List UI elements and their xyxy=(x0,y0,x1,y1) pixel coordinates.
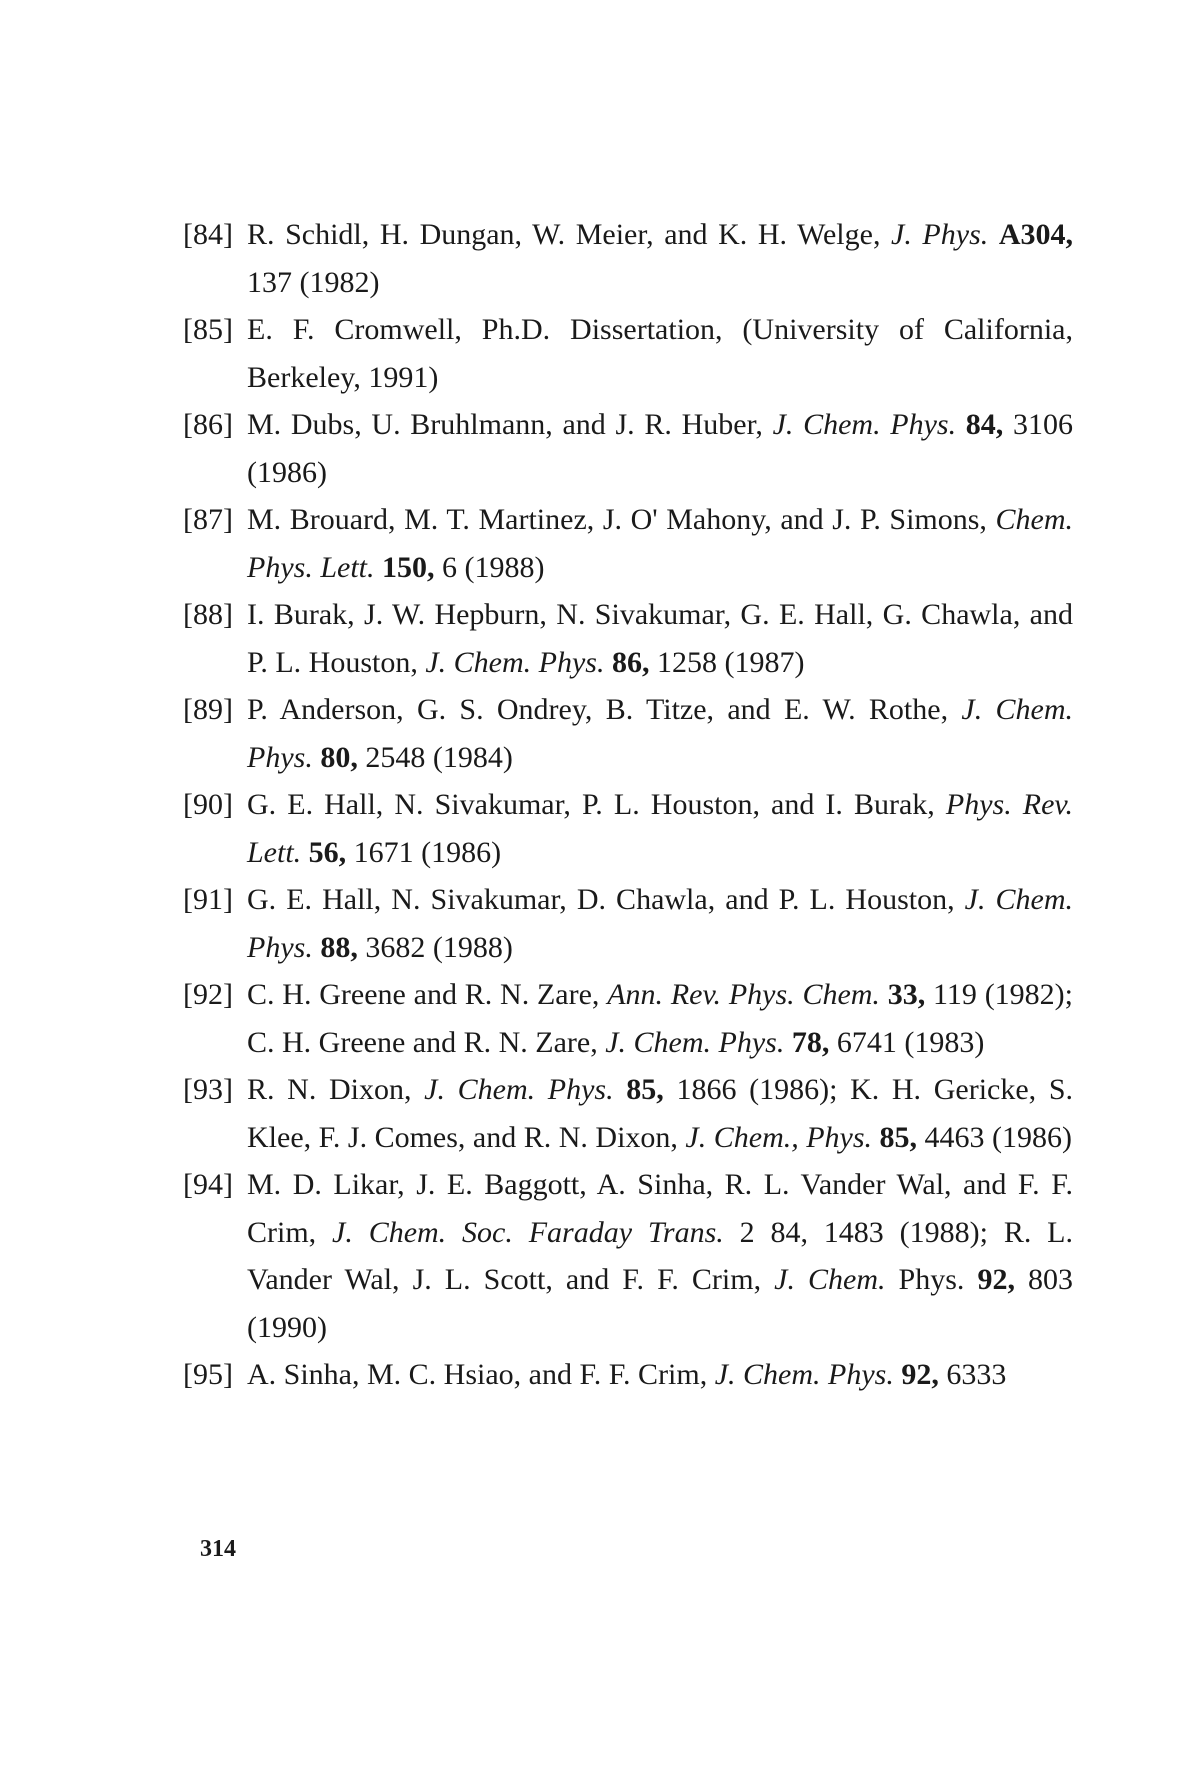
reference-entry xyxy=(183,306,1073,401)
journal-name: Ann. Rev. Phys. Chem. xyxy=(607,978,880,1011)
reference-citation xyxy=(247,401,1073,496)
reference-number: [94] xyxy=(183,1168,233,1201)
reference-citation xyxy=(247,1066,1073,1161)
reference-number: [84] xyxy=(183,218,233,251)
citation-text: A. Sinha, M. C. Hsiao, and F. F. Crim, xyxy=(247,1358,715,1391)
citation-text: 803 (1990) xyxy=(247,1263,1074,1344)
journal-name: Chem. Phys. Lett. xyxy=(247,503,1073,584)
citation-text xyxy=(956,408,966,441)
reference-entry xyxy=(183,211,1073,306)
reference-number: [86] xyxy=(183,408,233,441)
citation-text: 119 (1982); C. H. Greene and R. N. Zare, xyxy=(247,978,1074,1059)
citation-text xyxy=(614,1073,627,1106)
reference-number: [92] xyxy=(183,978,233,1011)
citation-text: 6 (1988) xyxy=(434,550,545,584)
reference-number: [91] xyxy=(183,883,233,916)
citation-text: G. E. Hall, N. Sivakumar, D. Chawla, and P. L. Houston, xyxy=(247,883,965,916)
reference-citation xyxy=(247,306,1073,401)
volume-number: 150, xyxy=(382,550,435,584)
citation-text: 1866 (1986); K. H. Gericke, S. Klee, F. J. Comes, and R. N. Dixon, xyxy=(247,1073,1074,1154)
reference-entry xyxy=(183,591,1073,686)
journal-name: J. Phys. xyxy=(891,218,989,251)
citation-text: 2 84, 1483 (1988); R. L. Vander Wal, J. L. Scott, and F. F. Crim, xyxy=(247,1215,1073,1296)
citation-text: R. Schidl, H. Dungan, W. Meier, and K. H. Welge, xyxy=(247,218,892,251)
citation-text: 1258 (1987) xyxy=(649,645,805,679)
volume-number: 92, xyxy=(977,1263,1015,1296)
citation-text xyxy=(375,551,383,584)
journal-name: J. Chem. Phys. xyxy=(425,645,605,679)
reference-number: [90] xyxy=(183,788,233,821)
volume-number: 88, xyxy=(320,930,358,964)
journal-name: J. Chem. xyxy=(774,1263,886,1296)
reference-citation xyxy=(247,496,1073,591)
volume-number: 80, xyxy=(320,740,358,774)
citation-text: 3106 (1986) xyxy=(247,408,1073,489)
reference-citation xyxy=(247,876,1073,971)
reference-citation xyxy=(247,971,1073,1066)
reference-entry xyxy=(183,401,1073,496)
reference-list xyxy=(183,211,1073,1399)
volume-number: 92, xyxy=(901,1358,939,1391)
reference-citation xyxy=(247,591,1073,686)
citation-text: 6333 xyxy=(938,1358,1007,1391)
citation-text: G. E. Hall, N. Sivakumar, P. L. Houston, and I. Burak, xyxy=(247,788,946,821)
reference-citation xyxy=(247,1161,1073,1351)
page-number: 314 xyxy=(200,1536,236,1562)
reference-entry xyxy=(183,496,1073,591)
reference-number: [93] xyxy=(183,1073,233,1106)
reference-entry xyxy=(183,686,1073,781)
citation-text: C. H. Greene and R. N. Zare, xyxy=(247,978,608,1011)
journal-name: J. Chem. Phys. xyxy=(247,883,1073,964)
citation-text xyxy=(604,646,612,679)
volume-number: 78, xyxy=(791,1025,830,1059)
journal-name: J. Chem. Phys. xyxy=(605,1025,785,1059)
citation-text xyxy=(872,1121,880,1154)
citation-text: M. Dubs, U. Bruhlmann, and J. R. Huber, xyxy=(247,408,773,441)
journal-name: J. Chem. Phys. xyxy=(424,1073,614,1106)
citation-text: I. Burak, J. W. Hepburn, N. Sivakumar, G. E. Hall, G. Chawla, and P. L. Houston, xyxy=(247,598,1073,679)
reference-number: [85] xyxy=(183,313,233,346)
citation-text: E. F. Cromwell, Ph.D. Dissertation, (University of California, Berkeley, 1991) xyxy=(247,313,1073,394)
reference-number: [95] xyxy=(183,1358,233,1391)
citation-text xyxy=(988,218,999,251)
journal-name: Phys. Rev. Lett. xyxy=(247,788,1074,869)
journal-name: J. Chem. Phys. xyxy=(714,1358,894,1391)
citation-text: 6741 (1983) xyxy=(829,1025,985,1059)
reference-entry xyxy=(183,876,1073,971)
journal-name: J. Chem. Soc. Faraday Trans. xyxy=(332,1215,724,1249)
volume-number: 84, xyxy=(965,408,1004,441)
citation-text xyxy=(784,1026,792,1059)
citation-text xyxy=(880,978,888,1011)
reference-citation xyxy=(247,1351,1073,1399)
volume-number: 33, xyxy=(887,978,926,1011)
reference-entry xyxy=(183,1351,1073,1399)
citation-text: 137 (1982) xyxy=(247,265,380,299)
volume-number: 86, xyxy=(611,645,650,679)
journal-name: J. Chem., Phys. xyxy=(685,1120,873,1154)
reference-number: [89] xyxy=(183,693,233,726)
citation-text: 4463 (1986) xyxy=(917,1120,1073,1154)
volume-number: 85, xyxy=(879,1120,918,1154)
citation-text xyxy=(301,836,309,869)
reference-citation xyxy=(247,781,1073,876)
volume-number: 85, xyxy=(626,1073,664,1106)
citation-text: Phys. xyxy=(885,1263,978,1296)
citation-text: M. D. Likar, J. E. Baggott, A. Sinha, R. L. Vander Wal, and F. F. Crim, xyxy=(247,1168,1073,1249)
citation-text: 3682 (1988) xyxy=(357,930,513,964)
journal-name: J. Chem. Phys. xyxy=(247,693,1073,774)
volume-number: 56, xyxy=(308,835,347,869)
reference-citation xyxy=(247,211,1073,306)
reference-citation xyxy=(247,686,1073,781)
reference-number: [87] xyxy=(183,503,233,536)
citation-text: 1671 (1986) xyxy=(346,835,502,869)
citation-text: P. Anderson, G. S. Ondrey, B. Titze, and E. W. Rothe, xyxy=(247,693,962,726)
citation-text: R. N. Dixon, xyxy=(247,1073,425,1106)
reference-entry xyxy=(183,1066,1073,1161)
reference-entry xyxy=(183,1161,1073,1351)
citation-text: M. Brouard, M. T. Martinez, J. O' Mahony, and J. P. Simons, xyxy=(247,503,996,536)
reference-number: [88] xyxy=(183,598,233,631)
citation-text: 2548 (1984) xyxy=(357,740,513,774)
journal-name: J. Chem. Phys. xyxy=(772,408,957,441)
volume-number: A304, xyxy=(998,218,1073,251)
reference-entry xyxy=(183,781,1073,876)
reference-entry xyxy=(183,971,1073,1066)
